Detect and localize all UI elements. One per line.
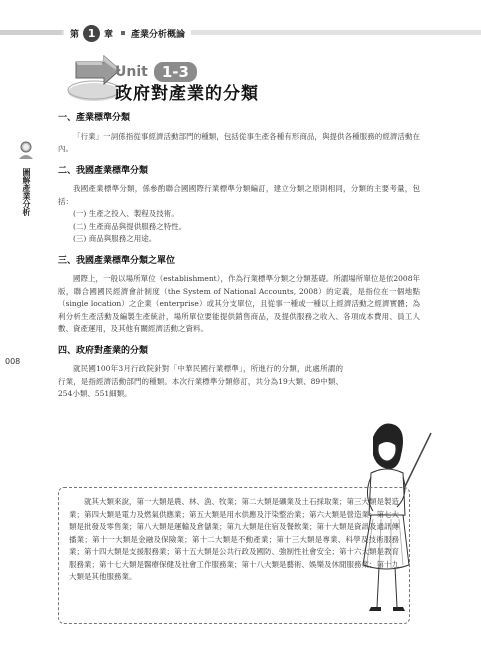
header-band-left [0,30,62,35]
chapter-title: 產業分析概論 [131,29,186,40]
page-number: 008 [5,357,21,366]
section-heading: 一、產業標準分類 [58,113,131,123]
magnifier-person-icon [16,140,36,160]
chapter-suffix: 章 [104,29,114,40]
sidebar [14,140,38,216]
categories-box [58,487,410,624]
list-item: (一) 生產之投入、製程及技術。 [73,209,179,218]
section-heading: 三、我國產業標準分類之單位 [58,255,176,266]
list-item: (二) 生產商品與提供服務之特性。 [73,221,187,231]
page-title: 政府對產業的分類 [115,84,259,104]
list-item: (三) 商品與服務之用途。 [73,234,157,243]
section-heading: 四、政府對產業的分類 [58,345,149,356]
section-3 [58,255,420,336]
section-paragraph: 國際上，一般以場所單位（establishment），作為行業標準分類之分類基礎。所謂場所單位是依2008年版，聯合國國民經濟會計制度（the System of National Accounts, 2008）的定義，是指位在一個地點（single location）之企業（enterprise）或其分支單位，且從事一種或一種以上經濟活動之經濟實體；為利分析生產活動及編製生產統計，場所單位要能提供銷售商品，及提供服務之收入、各項成本費用、員工人數、資產運用，及其他有關經濟活動之資料。 [58,274,420,333]
categories-text: 就其大類來說，第一大類是農、林、漁、牧業；第二大類是礦業及土石採取業；第三大類是製造業；第四大類是電力及燃氣供應業；第五大類是用水供應及汙染整治業；第六大類是營造業；第七大類是批發及零售業；第八大類是運輸及倉儲業；第九大類是住宿及餐飲業；第十大類是資訊及通訊傳播業；第十一大類是金融及保險業；第十二大類是不動產業；第十三大類是專業、科學及技術服務業；第十四大類是支援服務業；第十五大類是公共行政及國防、強制性社會安全；第十六大類是教育服務業；第十七大類是醫療保健及社會工作服務業；第十八大類是藝術、娛樂及休閒服務業；第十九大類是其他服務業。 [69,497,399,581]
section-paragraph: 就民國100年3月行政院針對「中華民國行業標準」，所進行的分類，此處所謂的行業，是指經濟活動部門的種類。本次行業標準分類修訂，共分為19大類、89中類、254小類、551細類。 [58,364,343,398]
section-4 [58,345,343,401]
chapter-number-badge: 1 [83,25,100,42]
section-heading: 二、我國產業標準分類 [58,165,149,176]
chapter-prefix: 第 [70,29,80,40]
section-2 [58,165,420,246]
unit-word: Unit [115,64,148,80]
section-paragraph: 我國產業標準分類，係參酌聯合國國際行業標準分類編訂，建立分類之原則相同，分類的主要考量，包括： [58,184,420,206]
section-paragraph: 「行業」一詞係指從事經濟活動部門的種類，包括從事生產各種有形商品，與提供各種服務的經濟活動在內。 [58,131,420,153]
sidebar-book-title: 圖解產業分析 [22,168,31,216]
main-content [58,112,420,410]
section-1 [58,112,420,156]
unit-number-badge: 1-3 [154,62,197,82]
header-separator [121,31,125,35]
chapter-header [64,24,191,42]
